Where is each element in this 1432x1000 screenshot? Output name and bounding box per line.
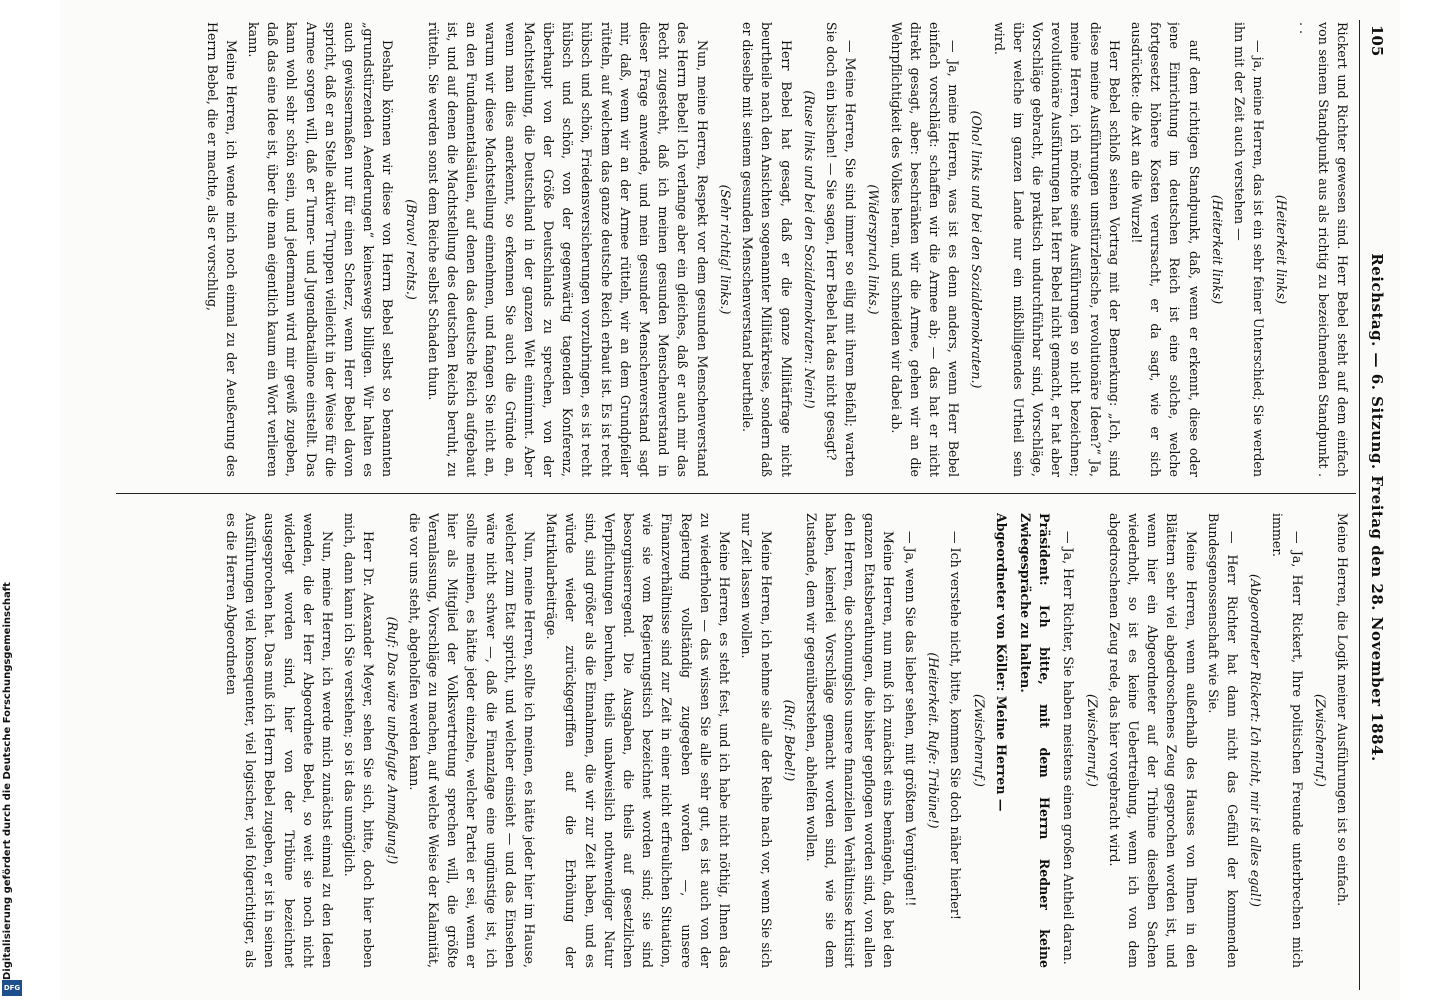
paragraph: Meine Herren, ich nehme sie alle der Reihe nach vor, wenn Sie sich nur Zeit lassen wollen. [739, 513, 774, 968]
interjection: (Zwischenruf.) [1312, 694, 1328, 787]
paragraph: — Ja, Herr Richter, Sie haben meistens einen großen Antheil daran. [1061, 531, 1077, 965]
paragraph: Nun, meine Herren, Respekt vor dem gesunden Menschenverstand des Herrn Bebel! Ich verlange aber ein gleiches, daß er auch mir das Recht zugesteht, daß ich meinen gesunden Menschenverstand in dieser Frage anwende, und mein gesunder Menschenverstand sagt mir, daß, wenn wir an der Armee rütteln, wir an dem Grundpfeiler rütteln, auf welchem das ganze deutsche Reich erbaut ist. Es ist recht hübsch und schön, Friedensversicherungen vorzubringen, es ist recht hübsch und schön, von der gegenwärtig tagenden Konferenz, überhaupt von der Größe Deutschlands zu sprechen, von der Machtstellung, die Deutschland in der ganzen Welt einnimmt. Aber wenn man dies anerkennt, so erkennen Sie auch die Gründe an, warum wir diese Machtstellung einnehmen, und fangen Sie nicht an, an den Fundamentalsäulen, auf denen das deutsche Reich aufgebaut ist, und auf denen die Machtstellung des deutschen Reichs beruht, zu rütteln. Sie werden sonst dem Reiche selbst Schaden thun. [425, 22, 710, 477]
paragraph: Meine Herren, die Logik meiner Ausführungen ist so einfach. [1335, 513, 1350, 907]
paragraph: auf dem richtigen Standpunkt, daß, wenn er erkennt, diese oder jene Einrichtung im deutschen Reich ist eine solche, welche fortgesetzt höhere Kosten verursacht, er da sagt, wie er sich ausdrückte: die Axt an die Wurzel! [1128, 22, 1202, 477]
interjection: (Zwischenruf.) [971, 694, 987, 787]
paragraph: — ja, meine Herren, das ist ein sehr feiner Unterschied; Sie werden ihn mit der Zeit auch verstehen — [1231, 22, 1267, 477]
digitization-note-text: Digitalisierung gefördert durch die Deutsche Forschungsgemeinschaft [2, 582, 13, 980]
paragraph: — Ja, meine Herren, was ist es denn anders, wenn Herr Bebel einfach vorschlägt: schaffen wir die Armee ab; — das hat er nicht direkt gesagt, aber: beschränken wir die Armee, gehen wir an die Wehrpflichtigkeit des Volkes heran, und schneiden wir dabei ab. [888, 22, 962, 477]
rotated-newspaper-page [60, 0, 1400, 1000]
paragraph: Meine Herren, nun muß ich zunächst eins bemängeln, daß bei den ganzen Etatsberathungen, die bisher gepflogen worden sind, von allen den Herren, die schonungslos unsere finanziellen Verhältnisse kritisirt haben, keinerlei Vorschläge gemacht worden sind, wie sie dem Zustande, dem wir gegenüberstehen, abhelfen wollen. [803, 513, 896, 968]
paragraph: Nun, meine Herren, ich werde mich zunächst einmal zu den Ideen wenden, die der Herr Abgeordnete Bebel, so weit sie noch nicht widerlegt worden sind, hier von der Tribüne bezeichnet ausgesprochen hat. Das muß ich Herrn Bebel zugeben, er ist in seinen Ausführungen viel konsequenter, viel logischer, viel folgerichtiger, als es die Herren Abgeordneten [224, 513, 336, 968]
speaker-line: Abgeordneter von Köller: Meine Herren — [993, 513, 1009, 812]
paragraph: Meine Herren, ich wende mich noch einmal zu der Aeußerung des Herrn Bebel, die er machte, als er vorschlug, [204, 22, 239, 477]
interjection: (Bravo! rechts.) [403, 199, 419, 300]
paragraph: Herr Bebel schloß seinen Vortrag mit der Bemerkung: „Ich, sind diese meine Ausführungen umstürzlerische, revolutionäre Ideen?“ Ja, meine Herren, ich möchte seine Ausführungen so nicht bezeichnen; revolutionäre Ausführungen hat Herr Bebel nicht gemacht, er hat aber Vorschläge gebracht, die praktisch undurchführbar sind, Vorschläge, über welche im ganzen Lande nur ein mißbilligendes Urtheil sein wird. [991, 22, 1122, 477]
paragraph: — Meine Herren, Sie sind immer so eilig mit ihrem Beifall; warten Sie doch ein bischen! — Sie sagen, Herr Bebel hat das nicht gesagt? [823, 22, 859, 477]
interjection: (Zwischenruf.) [1084, 694, 1100, 787]
header-rule [1359, 20, 1360, 990]
digitization-note [0, 582, 18, 980]
text-column-left [112, 22, 1352, 477]
speaker-line: Präsident: Ich bitte, mit dem Herrn Redner keine Zwiegespräche zu halten. [1017, 513, 1053, 968]
text-column-right [112, 513, 1352, 968]
paragraph: Meine Herren, wenn außerhalb des Hauses von Ihnen in den Blättern sehr viel abgedroschenes Zeug gesprochen worden ist, und wenn hier ein Abgeordneter auf der Tribüne dieselben Sachen wiederholt, so ist es keine Uebertreibung, wenn ich von dem abgedroschenen Zeug rede, das hier vorgebracht wird. [1106, 513, 1199, 968]
interjection: (Ruf: Bebel!) [781, 699, 797, 782]
interjection: (Ruf: Das wäre unbefugte Anmaßung!) [384, 616, 400, 865]
paragraph: — Herr Richter hat dann nicht das Gefühl der kommenden Bundesgenossenschaft wie Sie. [1205, 513, 1240, 968]
paragraph: Rickert und Richter gewesen sind. Herr Bebel steht auf dem einfach von seinem Standpunkt aus als richtig zu bezeichnenden Standpunkt . . . [1296, 22, 1350, 477]
paragraph: — Ja, wenn Sie das lieber sehen, mit größtem Vergnügen!! [902, 531, 918, 907]
interjection: (Abgeordneter Rickert: Ich nicht, mir ist alles egal!) [1248, 574, 1264, 907]
paragraph: Herr Dr. Alexander Meyer, sehen Sie sich, bitte, doch hier neben mich, dann kann ich Sie verstehen; so ist das unmöglich. [342, 513, 377, 968]
running-title: Reichstag. — 6. Sitzung. Freitag den 28. November 1884. [1368, 253, 1386, 762]
interjection: (Heiterkeit links) [1209, 194, 1225, 305]
interjection: (Oho! links und bei den Sozialdemokraten.) [969, 110, 985, 389]
dfg-logo: DFG [2, 980, 22, 996]
interjection: (Heiterkeit. Rufe: Tribüne!) [926, 652, 942, 829]
paragraph: Deshalb können wir diese von Herrn Bebel selbst so benannten „grundstürzenden Aenderungen“ keineswegs billigen. Wir halten es auch gewissermaßen nur für einen Scherz, wenn Herr Bebel davon spricht, daß er an Stelle aktiver Truppen vielleicht in der Weise für die Armee sorgen will, daß er Turner- und Jugendbataillone einstellt. Das kann wohl sehr schön sein, und jedermann wird mir gewiß zugeben, daß das eine Idee ist, über die man eigentlich kaum ein Wort verlieren kann. [246, 22, 396, 477]
paragraph: Nun, meine Herren, sollte ich meinen, es hätte jeder hier im Hause, welcher zum Etat spricht, und welcher einsieht — und das Einsehen wäre nicht schwer —, daß die Finanzlage eine ungünstige ist, ich sollte meinen, es hätte jeder einzelne, welcher Partei er sei, wenn er hier als Mitglied der Volksvertretung sprechen will, die größte Veranlassung, Vorschläge zu machen, auf welche Weise der Kalamität, die vor uns steht, abgeholfen werden kann. [406, 513, 538, 968]
interjection: (Widerspruch links.) [866, 184, 882, 315]
column-divider [116, 493, 1356, 494]
interjection: (Sehr richtig! links.) [717, 184, 733, 315]
page-number: 105 [1368, 25, 1386, 57]
paragraph: — Ja, Herr Rickert, Ihre politischen Freunde unterbrechen mich immer. [1270, 513, 1305, 968]
paragraph: Herr Bebel hat gesagt, daß er die ganze Militärfrage nicht beurtheile nach den Ansichten sogenannter Militärkreise, sondern daß er dieselbe mit seinem gesunden Menschenverstand beurtheile. [740, 22, 794, 477]
interjection: (Ruse links und bei den Sozialdemokraten: Nein!) [801, 90, 817, 409]
page-header [1364, 25, 1390, 990]
paragraph: — Ich verstehe nicht, bitte, kommen Sie doch näher hierher! [948, 531, 964, 920]
paragraph: Meine Herren, es steht fest, und ich habe nicht nöthig, Ihnen das zu wiederholen — das wissen Sie alle sehr gut, es ist auch von der Regierung vollständig zugegeben worden —, unsere Finanzverhältnisse sind zur Zeit in einer nicht erfreulichen Situation, wie sie vom Regierungstisch bezeichnet worden sind; sie sind besorgniserregend. Die Ausgaben, die theils auf gesetzlichen Verpflichtungen beruhen, theils unabweislich nothwendiger Natur sind, sind größer als die Einnahmen, die wir zur Zeit haben, und es würde wieder zurückgegriffen auf die Erhöhung der Matrikularbeiträge. [544, 513, 733, 968]
interjection: (Heiterkeit links) [1274, 194, 1290, 305]
